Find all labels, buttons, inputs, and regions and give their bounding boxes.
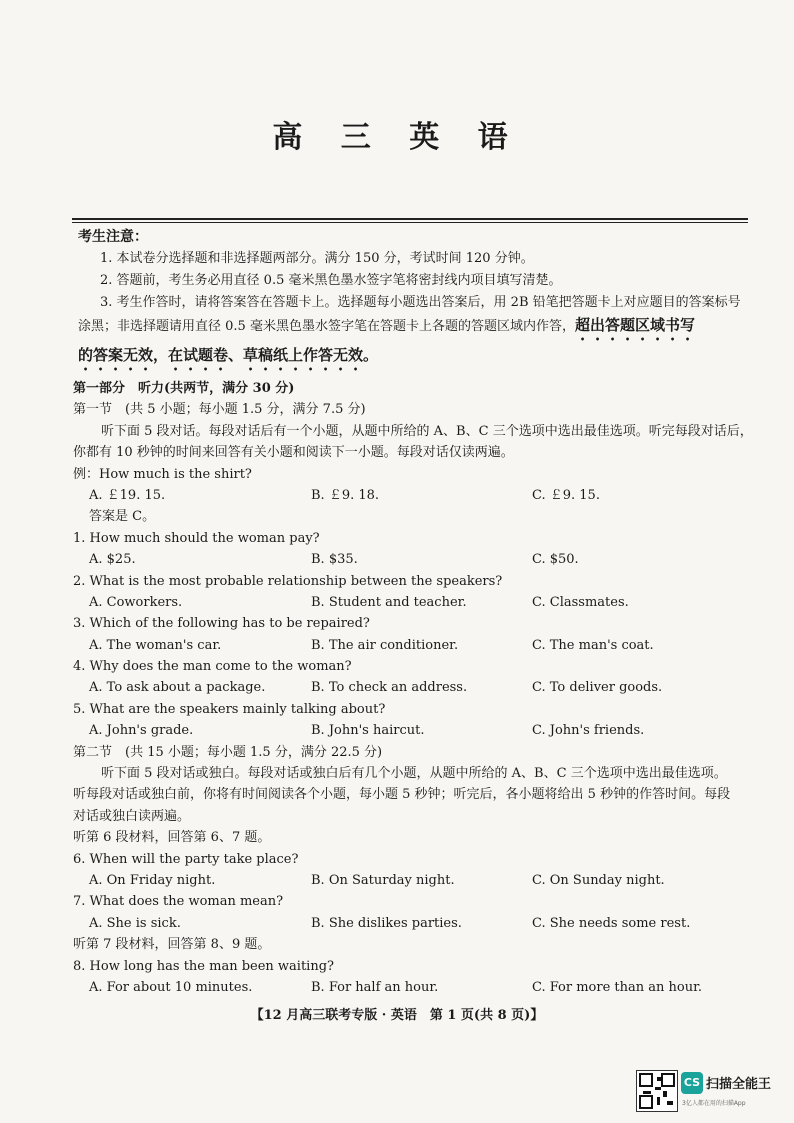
question-8-options: [73, 977, 753, 998]
question-1-options: [73, 549, 753, 570]
notice-emphasis-1: 超出答题区域书写: [574, 316, 695, 334]
camscanner-name: 扫描全能王: [706, 1077, 772, 1092]
example-option-a: A. ￡19. 15.: [89, 487, 166, 503]
option-c: C. She needs some rest.: [532, 915, 691, 931]
option-c: C. $50.: [532, 552, 579, 568]
camscanner-tagline: 3亿人都在用的扫描App: [682, 1100, 746, 1107]
option-a: A. Coworkers.: [89, 594, 183, 610]
page-footer: 【12 月高三联考专版 · 英语 第 1 页(共 8 页)】: [250, 1008, 544, 1023]
example-options: [73, 485, 753, 506]
notice-emphasis-2: 的答案无效，在试题卷、草稿纸上作答无效。: [78, 346, 379, 364]
option-c: C. To deliver goods.: [532, 680, 663, 696]
option-b: B. For half an hour.: [311, 979, 439, 995]
option-b: B. The air conditioner.: [311, 637, 459, 653]
option-b: B. $35.: [311, 552, 358, 568]
question-2-options: [73, 592, 753, 613]
option-c: C. For more than an hour.: [532, 979, 703, 995]
example-option-c: C. ￡9. 15.: [532, 487, 600, 503]
option-b: B. She dislikes parties.: [311, 915, 462, 931]
option-a: A. To ask about a package.: [89, 680, 266, 696]
camscanner-logo-icon: CS: [681, 1072, 703, 1094]
option-b: B. To check an address.: [311, 680, 468, 696]
header-rule-thick: [72, 218, 748, 220]
notice-item-3-cont: [78, 314, 748, 344]
question-5: 5. What are the speakers mainly talking about?: [73, 701, 386, 717]
option-a: A. For about 10 minutes.: [89, 979, 253, 995]
question-6-options: [73, 870, 753, 891]
section1-heading: 第一节 (共 5 小题；每小题 1.5 分，满分 7.5 分): [73, 402, 366, 418]
notice-item-3-text: 涂黑；非选择题请用直径 0.5 毫米黑色墨水签字笔在答题卡上各题的答题区域内作答，: [78, 319, 575, 334]
group-7-heading: 听第 7 段材料，回答第 8、9 题。: [73, 937, 271, 953]
section1-instruction-a: 听下面 5 段对话。每段对话后有一个小题，从题中所给的 A、B、C 三个选项中选出最佳选项。听完每段对话后，: [101, 423, 753, 439]
example-answer: 答案是 C。: [89, 509, 156, 525]
header-rule-thin: [72, 222, 748, 223]
question-3-options: [73, 635, 753, 656]
option-c: C. On Sunday night.: [532, 872, 665, 888]
notice-box: [78, 226, 748, 374]
section2-instruction-c: 对话或独白读两遍。: [73, 808, 191, 824]
page-title: 高 三 英 语: [272, 120, 522, 155]
question-6: 6. When will the party take place?: [73, 851, 299, 867]
question-4: 4. Why does the man come to the woman?: [73, 659, 352, 675]
option-c: C. John's friends.: [532, 723, 645, 739]
option-b: B. Student and teacher.: [311, 594, 467, 610]
part1-heading: 第一部分 听力(共两节，满分 30 分): [73, 381, 295, 396]
question-4-options: [73, 677, 753, 698]
option-a: A. John's grade.: [89, 723, 194, 739]
section2-heading: 第二节 (共 15 小题；每小题 1.5 分，满分 22.5 分): [73, 744, 383, 760]
question-1: 1. How much should the woman pay?: [73, 530, 320, 546]
question-7: 7. What does the woman mean?: [73, 894, 284, 910]
option-b: B. On Saturday night.: [311, 872, 455, 888]
listening-section: [73, 378, 753, 998]
question-2: 2. What is the most probable relationship between the speakers?: [73, 573, 503, 589]
option-a: A. $25.: [89, 552, 136, 568]
notice-item-1: 1. 本试卷分选择题和非选择题两部分。满分 150 分，考试时间 120 分钟。: [100, 251, 534, 266]
notice-item-2: 2. 答题前，考生务必用直径 0.5 毫米黑色墨水签字笔将密封线内项目填写清楚。: [100, 273, 562, 288]
option-c: C. Classmates.: [532, 594, 629, 610]
option-c: C. The man's coat.: [532, 637, 654, 653]
option-a: A. The woman's car.: [89, 637, 222, 653]
notice-heading: 考生注意：: [78, 229, 148, 245]
question-5-options: [73, 720, 753, 741]
option-a: A. She is sick.: [89, 915, 181, 931]
option-a: A. On Friday night.: [89, 872, 216, 888]
example-question: 例：How much is the shirt?: [73, 466, 252, 482]
question-8: 8. How long has the man been waiting?: [73, 958, 334, 974]
question-3: 3. Which of the following has to be repaired?: [73, 616, 370, 632]
question-7-options: [73, 913, 753, 934]
section2-instruction-b: 听每段对话或独白前，你将有时间阅读各个小题，每小题 5 秒钟；听完后，各小题将给出 5 秒钟的作答时间。每段: [73, 787, 731, 803]
section2-instruction-a: 听下面 5 段对话或独白。每段对话或独白后有几个小题，从题中所给的 A、B、C 三个选项中选出最佳选项。: [101, 766, 727, 782]
group-6-heading: 听第 6 段材料，回答第 6、7 题。: [73, 830, 271, 846]
example-option-b: B. ￡9. 18.: [311, 487, 380, 503]
section1-instruction-b: 你都有 10 秒钟的时间来回答有关小题和阅读下一小题。每段对话仅读两遍。: [73, 445, 514, 461]
qr-code-icon: [636, 1070, 678, 1112]
option-b: B. John's haircut.: [311, 723, 425, 739]
notice-item-3: 3. 考生作答时，请将答案答在答题卡上。选择题每小题选出答案后，用 2B 铅笔把答题卡上对应题目的答案标号: [100, 295, 741, 310]
